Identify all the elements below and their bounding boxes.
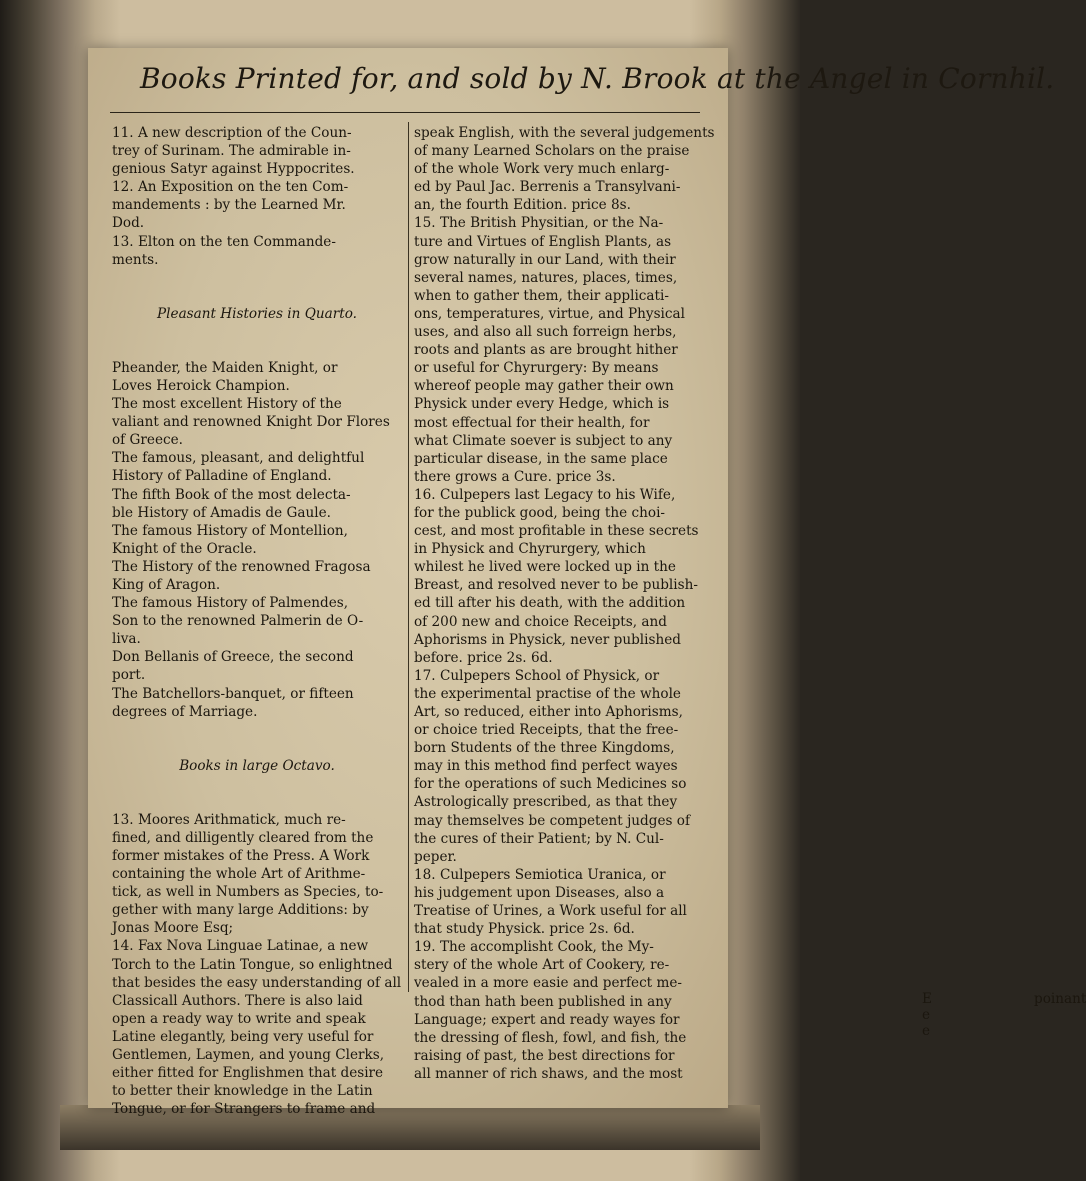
text-line: 14. Fax Nova Linguae Latinae, a new: [112, 938, 369, 955]
text-line: open a ready way to write and speak: [112, 1010, 366, 1027]
text-line: whereof people may gather their own: [414, 378, 674, 395]
column-divider: [408, 122, 409, 992]
text-line: Aphorisms in Physick, never published: [414, 631, 681, 648]
text-line: most effectual for their health, for: [414, 414, 650, 431]
text-line: Latine elegantly, being very useful for: [112, 1028, 374, 1045]
text-line: born Students of the three Kingdoms,: [414, 740, 675, 757]
page-header: Books Printed for, and sold by N. Brook at the Angel in Cornhil.: [140, 62, 1055, 95]
header-rule: [110, 112, 700, 113]
text-line: The famous, pleasant, and delightful: [112, 450, 365, 467]
text-line: speak English, with the several judgements: [414, 125, 715, 141]
text-line: The most excellent History of the: [112, 396, 342, 413]
text-line: in Physick and Chyrurgery, which: [414, 541, 646, 558]
text-line: 15. The British Physitian, or the Na-: [414, 215, 664, 232]
text-line: 19. The accomplisht Cook, the My-: [414, 939, 654, 956]
text-line: ble History of Amadis de Gaule.: [112, 504, 331, 521]
text-line: may themselves be competent judges of: [414, 812, 691, 829]
text-line: mandements : by the Learned Mr.: [112, 197, 346, 214]
right-block: [414, 124, 715, 1083]
text-line: his judgement upon Diseases, also a: [414, 884, 665, 901]
text-line: liva.: [112, 631, 141, 648]
right-column: [414, 124, 715, 1083]
text-line: containing the whole Art of Arithme-: [112, 866, 366, 883]
text-line: particular disease, in the same place: [414, 450, 668, 467]
text-line: that besides the easy understanding of all: [112, 974, 402, 991]
text-line: thod than hath been published in any: [414, 993, 672, 1010]
text-line: 11. A new description of the Coun-: [112, 125, 352, 141]
text-line: 13. Elton on the ten Commande-: [112, 233, 336, 250]
text-line: grow naturally in our Land, with their: [414, 251, 676, 268]
text-line: Son to the renowned Palmerin de O-: [112, 613, 364, 630]
text-line: uses, and also all such forreign herbs,: [414, 324, 677, 341]
text-line: either fitted for Englishmen that desire: [112, 1065, 384, 1082]
catchword: poinant: [1034, 991, 1086, 1007]
text-line: 17. Culpepers School of Physick, or: [414, 667, 660, 684]
text-line: former mistakes of the Press. A Work: [112, 848, 370, 864]
text-line: Physick under every Hedge, which is: [414, 396, 670, 413]
text-line: several names, natures, places, times,: [414, 269, 678, 286]
text-line: to better their knowledge in the Latin: [112, 1083, 373, 1100]
text-line: The fifth Book of the most delecta-: [112, 486, 351, 503]
text-line: ed by Paul Jac. Berrenis a Transylvani-: [414, 179, 681, 196]
text-line: History of Palladine of England.: [112, 468, 332, 485]
text-line: Loves Heroick Champion.: [112, 377, 290, 394]
text-line: the experimental practise of the whole: [414, 685, 681, 702]
text-line: of the whole Work very much enlarg-: [414, 161, 670, 178]
text-line: ments.: [112, 251, 159, 268]
text-line: Language; expert and ready wayes for: [414, 1011, 680, 1028]
text-line: that study Physick. price 2s. 6d.: [414, 921, 635, 938]
text-line: what Climate soever is subject to any: [414, 432, 673, 449]
text-line: genious Satyr against Hyppocrites.: [112, 161, 355, 178]
text-line: Treatise of Urines, a Work useful for all: [414, 903, 687, 920]
text-line: an, the fourth Edition. price 8s.: [414, 197, 631, 214]
text-line: The famous History of Montellion,: [112, 522, 348, 539]
text-line: Torch to the Latin Tongue, so enlightned: [112, 956, 393, 973]
text-line: or useful for Chyrurgery: By means: [414, 360, 659, 377]
text-line: 12. An Exposition on the ten Com-: [112, 179, 349, 196]
text-line: ons, temperatures, virtue, and Physical: [414, 305, 685, 322]
text-line: Jonas Moore Esq;: [112, 920, 234, 937]
text-line: roots and plants as are brought hither: [414, 342, 678, 359]
text-line: Art, so reduced, either into Aphorisms,: [414, 704, 683, 720]
text-line: when to gather them, their applicati-: [414, 287, 669, 304]
text-line: vealed in a more easie and perfect me-: [414, 975, 682, 992]
text-line: fined, and dilligently cleared from the: [112, 829, 374, 846]
text-line: of 200 new and choice Receipts, and: [414, 613, 667, 630]
text-line: peper.: [414, 848, 457, 865]
text-line: Breast, and resolved never to be publish-: [414, 577, 698, 594]
text-line: tick, as well in Numbers as Species, to-: [112, 884, 384, 901]
text-line: Gentlemen, Laymen, and young Clerks,: [112, 1047, 385, 1064]
text-line: for the operations of such Medicines so: [414, 776, 687, 793]
left-block-3: [112, 811, 402, 1119]
text-line: ture and Virtues of English Plants, as: [414, 233, 672, 250]
text-line: the cures of their Patient; by N. Cul-: [414, 830, 664, 847]
text-line: The History of the renowned Fragosa: [112, 558, 371, 575]
left-block-1: [112, 124, 402, 269]
text-line: the dressing of flesh, fowl, and fish, the: [414, 1029, 687, 1046]
text-line: may in this method find perfect wayes: [414, 758, 678, 775]
text-line: 16. Culpepers last Legacy to his Wife,: [414, 486, 676, 503]
text-line: or choice tried Receipts, that the free-: [414, 722, 679, 739]
text-line: The famous History of Palmendes,: [112, 595, 349, 612]
text-line: for the publick good, being the choi-: [414, 504, 666, 521]
text-line: of Greece.: [112, 432, 183, 449]
text-line: Astrologically prescribed, as that they: [414, 794, 678, 811]
text-line: gether with many large Additions: by: [112, 902, 369, 919]
text-line: Knight of the Oracle.: [112, 540, 257, 557]
text-line: whilest he lived were locked up in the: [414, 559, 676, 576]
text-line: The Batchellors-banquet, or fifteen: [112, 685, 354, 702]
text-line: all manner of rich shaws, and the most: [414, 1065, 683, 1082]
text-line: King of Aragon.: [112, 576, 221, 593]
signature-mark: E e e: [922, 991, 932, 1039]
text-line: Don Bellanis of Greece, the second: [112, 649, 354, 666]
text-line: ed till after his death, with the addition: [414, 595, 686, 612]
text-line: there grows a Cure. price 3s.: [414, 468, 616, 485]
section-heading-quarto: Pleasant Histories in Quarto.: [157, 305, 357, 322]
text-line: Tongue, or for Strangers to frame and: [112, 1101, 376, 1118]
text-line: 18. Culpepers Semiotica Uranica, or: [414, 866, 666, 883]
text-line: port.: [112, 667, 146, 684]
text-line: Pheander, the Maiden Knight, or: [112, 359, 338, 376]
text-line: stery of the whole Art of Cookery, re-: [414, 957, 670, 974]
text-line: valiant and renowned Knight Dor Flores: [112, 414, 390, 431]
text-line: Classicall Authors. There is also laid: [112, 992, 363, 1009]
text-line: trey of Surinam. The admirable in-: [112, 143, 351, 160]
text-line: 13. Moores Arithmatick, much re-: [112, 811, 346, 828]
text-line: degrees of Marriage.: [112, 703, 258, 720]
text-line: Dod.: [112, 215, 145, 232]
text-line: cest, and most profitable in these secrets: [414, 523, 699, 540]
text-line: of many Learned Scholars on the praise: [414, 143, 690, 160]
section-heading-octavo: Books in large Octavo.: [179, 757, 335, 774]
left-column: [112, 124, 402, 1118]
left-block-2: [112, 359, 402, 721]
text-line: before. price 2s. 6d.: [414, 649, 553, 666]
text-line: raising of past, the best directions for: [414, 1047, 675, 1064]
